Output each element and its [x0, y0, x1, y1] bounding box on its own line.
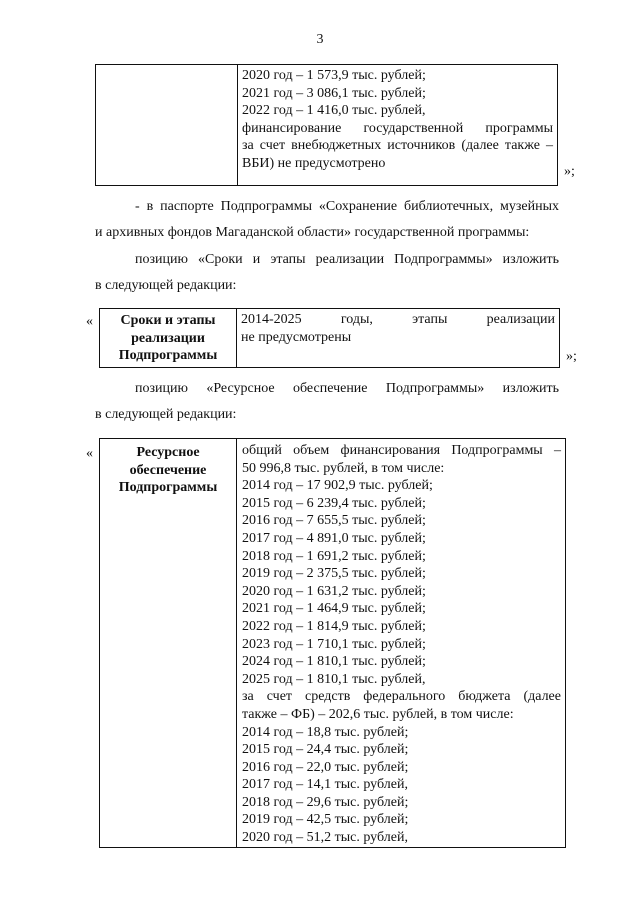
justified-line: за счет внебюджетных источников (далее также – — [242, 138, 553, 154]
year-amount-line: 2018 год – 29,6 тыс. рублей; — [242, 794, 409, 810]
year-amount-line: 2019 год – 42,5 тыс. рублей; — [242, 812, 409, 828]
label-cell — [100, 439, 237, 848]
paragraph-line: позицию «Ресурсное обеспечение Подпрограммы» изложить — [135, 381, 559, 396]
paragraph-line: в следующей редакции: — [95, 278, 237, 293]
value-line: 2014-2025 годы, этапы реализации — [241, 312, 555, 327]
label-line: Подпрограммы — [118, 480, 218, 495]
justified-line: за счет средств федерального бюджета (далее — [242, 689, 561, 705]
empty-label-cell — [96, 65, 238, 186]
year-amount-line: 2023 год – 1 710,1 тыс. рублей; — [242, 636, 426, 652]
closing-quote: »; — [564, 164, 575, 179]
resource-table — [99, 438, 566, 848]
year-amount-line: 2019 год – 2 375,5 тыс. рублей; — [242, 566, 426, 582]
closing-quote: »; — [566, 349, 577, 364]
year-amount-line: 2021 год – 3 086,1 тыс. рублей; — [242, 85, 426, 101]
vbi-line: ВБИ) не предусмотрено — [242, 155, 386, 171]
value-line: не предусмотрены — [241, 329, 352, 345]
fb-line: также – ФБ) – 202,6 тыс. рублей, в том числе: — [242, 706, 514, 722]
year-amount-line: 2024 год – 1 810,1 тыс. рублей; — [242, 654, 426, 670]
label-line: Сроки и этапы — [120, 313, 216, 328]
financing-table-continuation — [95, 64, 558, 186]
year-amount-line: 2017 год – 14,1 тыс. рублей, — [242, 777, 408, 793]
page-number: 3 — [316, 32, 324, 47]
open-quote: « — [86, 314, 93, 329]
paragraph-line: в следующей редакции: — [95, 407, 237, 422]
paragraph-line: - в паспорте Подпрограммы «Сохранение библиотечных, музейных — [135, 199, 559, 214]
year-amount-line: 2014 год – 17 902,9 тыс. рублей; — [242, 478, 433, 494]
year-amount-line: 2020 год – 1 573,9 тыс. рублей; — [242, 68, 426, 83]
paragraph-line: и архивных фондов Магаданской области» государственной программы: — [95, 225, 530, 240]
year-amount-line: 2017 год – 4 891,0 тыс. рублей; — [242, 530, 426, 546]
year-amount-line: 2025 год – 1 810,1 тыс. рублей, — [242, 671, 426, 687]
value-cell — [237, 439, 566, 848]
year-amount-line: 2022 год – 1 814,9 тыс. рублей; — [242, 618, 426, 634]
year-amount-line: 2020 год – 1 631,2 тыс. рублей; — [242, 583, 426, 599]
label-line: обеспечение — [129, 462, 207, 478]
open-quote: « — [86, 446, 93, 461]
value-cell — [237, 309, 560, 368]
year-amount-line: 2020 год – 51,2 тыс. рублей, — [242, 830, 408, 846]
year-amount-line: 2021 год – 1 464,9 тыс. рублей; — [242, 601, 426, 617]
year-amount-line: 2015 год – 6 239,4 тыс. рублей; — [242, 495, 426, 511]
year-amount-line: 2014 год – 18,8 тыс. рублей; — [242, 724, 409, 740]
year-amount-line: 2022 год – 1 416,0 тыс. рублей, — [242, 103, 426, 119]
year-amount-line: 50 996,8 тыс. рублей, в том числе: — [242, 460, 445, 476]
label-line: Подпрограммы — [118, 348, 218, 363]
year-amount-line: 2015 год – 24,4 тыс. рублей; — [242, 742, 409, 758]
year-amount-line: 2018 год – 1 691,2 тыс. рублей; — [242, 548, 426, 564]
justified-line: финансирование государственной программы — [242, 120, 553, 136]
year-amount-lines — [242, 67, 553, 120]
terms-table — [99, 308, 560, 368]
justified-line: общий объем финансирования Подпрограммы – — [242, 443, 561, 458]
label-line: Ресурсное — [136, 445, 200, 460]
year-amount-line: 2016 год – 22,0 тыс. рублей; — [242, 759, 409, 775]
label-cell — [100, 309, 237, 368]
label-line: реализации — [131, 330, 205, 346]
year-amount-lines — [242, 460, 561, 689]
year-amount-lines — [242, 724, 561, 847]
year-amount-line: 2016 год – 7 655,5 тыс. рублей; — [242, 513, 426, 529]
value-cell — [238, 65, 558, 186]
paragraph-line: позицию «Сроки и этапы реализации Подпрограммы» изложить — [135, 252, 559, 267]
